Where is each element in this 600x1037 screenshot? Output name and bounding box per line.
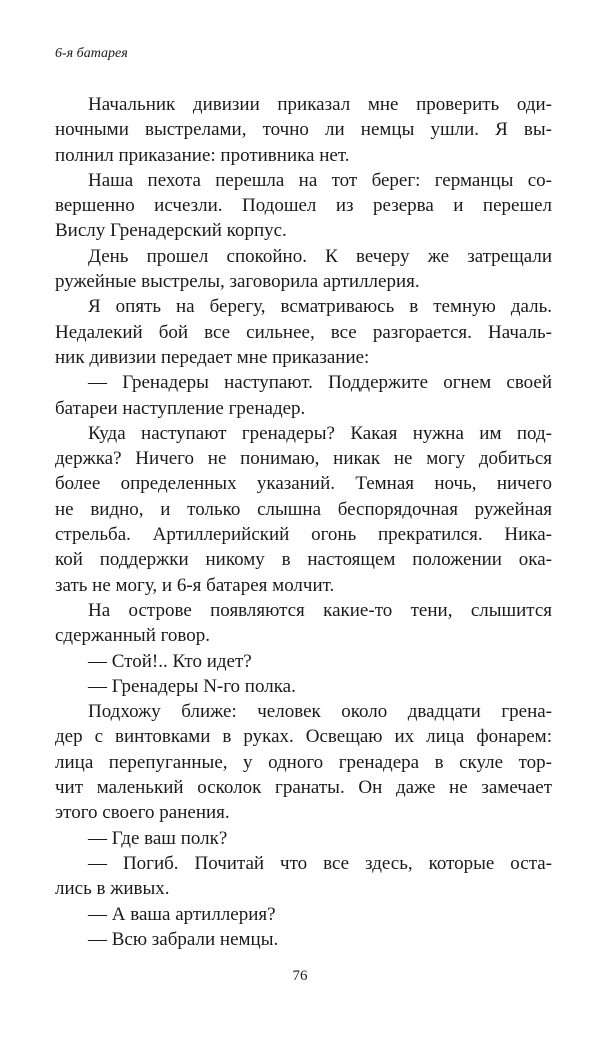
text-line: Вислу Гренадерский корпус. [55,220,287,242]
text-line: вершенно исчезли. Подошел из резерва и перешел [55,195,552,217]
text-line: лица перепуганные, у одного гренадера в скуле тор- [55,751,552,773]
text-line: более определенных указаний. Темная ночь, ничего [55,473,552,495]
text-line: полнил приказание: противника нет. [55,144,350,166]
text-line: зать не могу, и 6-я батарея молчит. [55,574,335,596]
text-line: — Погиб. Почитай что все здесь, которые оста- [88,852,552,874]
text-line: На острове появляются какие-то тени, слышится [88,599,552,621]
text-line: Куда наступают гренадеры? Какая нужна им под- [88,422,552,444]
text-line: День прошел спокойно. К вечеру же затрещали [88,245,552,267]
text-line: ник дивизии передает мне приказание: [55,346,370,368]
text-line: батареи наступление гренадер. [55,397,306,419]
text-line: ружейные выстрелы, заговорила артиллерия. [55,271,420,293]
text-line: не видно, и только слышна беспорядочная ружейная [55,498,552,520]
text-line: держка? Ничего не понимаю, никак не могу добиться [55,448,552,470]
text-line: — Гренадеры наступают. Поддержите огнем своей [88,372,552,394]
text-line: — Всю забрали немцы. [88,928,279,950]
text-line: чит маленький осколок гранаты. Он даже не замечает [55,777,552,799]
body-text [55,92,552,952]
text-line: Я опять на берегу, всматриваюсь в темную даль. [88,296,552,318]
text-line: стрельба. Артиллерийский огонь прекратился. Ника- [55,524,552,546]
text-line: Подхожу ближе: человек около двадцати грена- [88,701,552,723]
text-line: лись в живых. [55,878,170,900]
text-line: — Гренадеры N-го полка. [88,675,296,697]
text-line: — Где ваш полк? [88,827,228,849]
text-line: дер с винтовками в руках. Освещаю их лица фонарем: [55,726,552,748]
page-number: 76 [292,968,308,984]
text-line: Начальник дивизии приказал мне проверить оди- [88,94,552,115]
text-line: сдержанный говор. [55,625,211,647]
text-line: этого своего ранения. [55,802,230,824]
text-line: ночными выстрелами, точно ли немцы ушли. Я вы- [55,119,552,141]
text-line: Недалекий бой все сильнее, все разгорается. Началь- [55,321,552,343]
text-line: — Стой!.. Кто идет? [88,650,252,672]
running-head: 6-я батарея [55,46,128,61]
text-line: кой поддержки никому в настоящем положении ока- [55,549,552,571]
text-line: Наша пехота перешла на тот берег: германцы со- [88,169,552,191]
text-line: — А ваша артиллерия? [88,903,276,925]
